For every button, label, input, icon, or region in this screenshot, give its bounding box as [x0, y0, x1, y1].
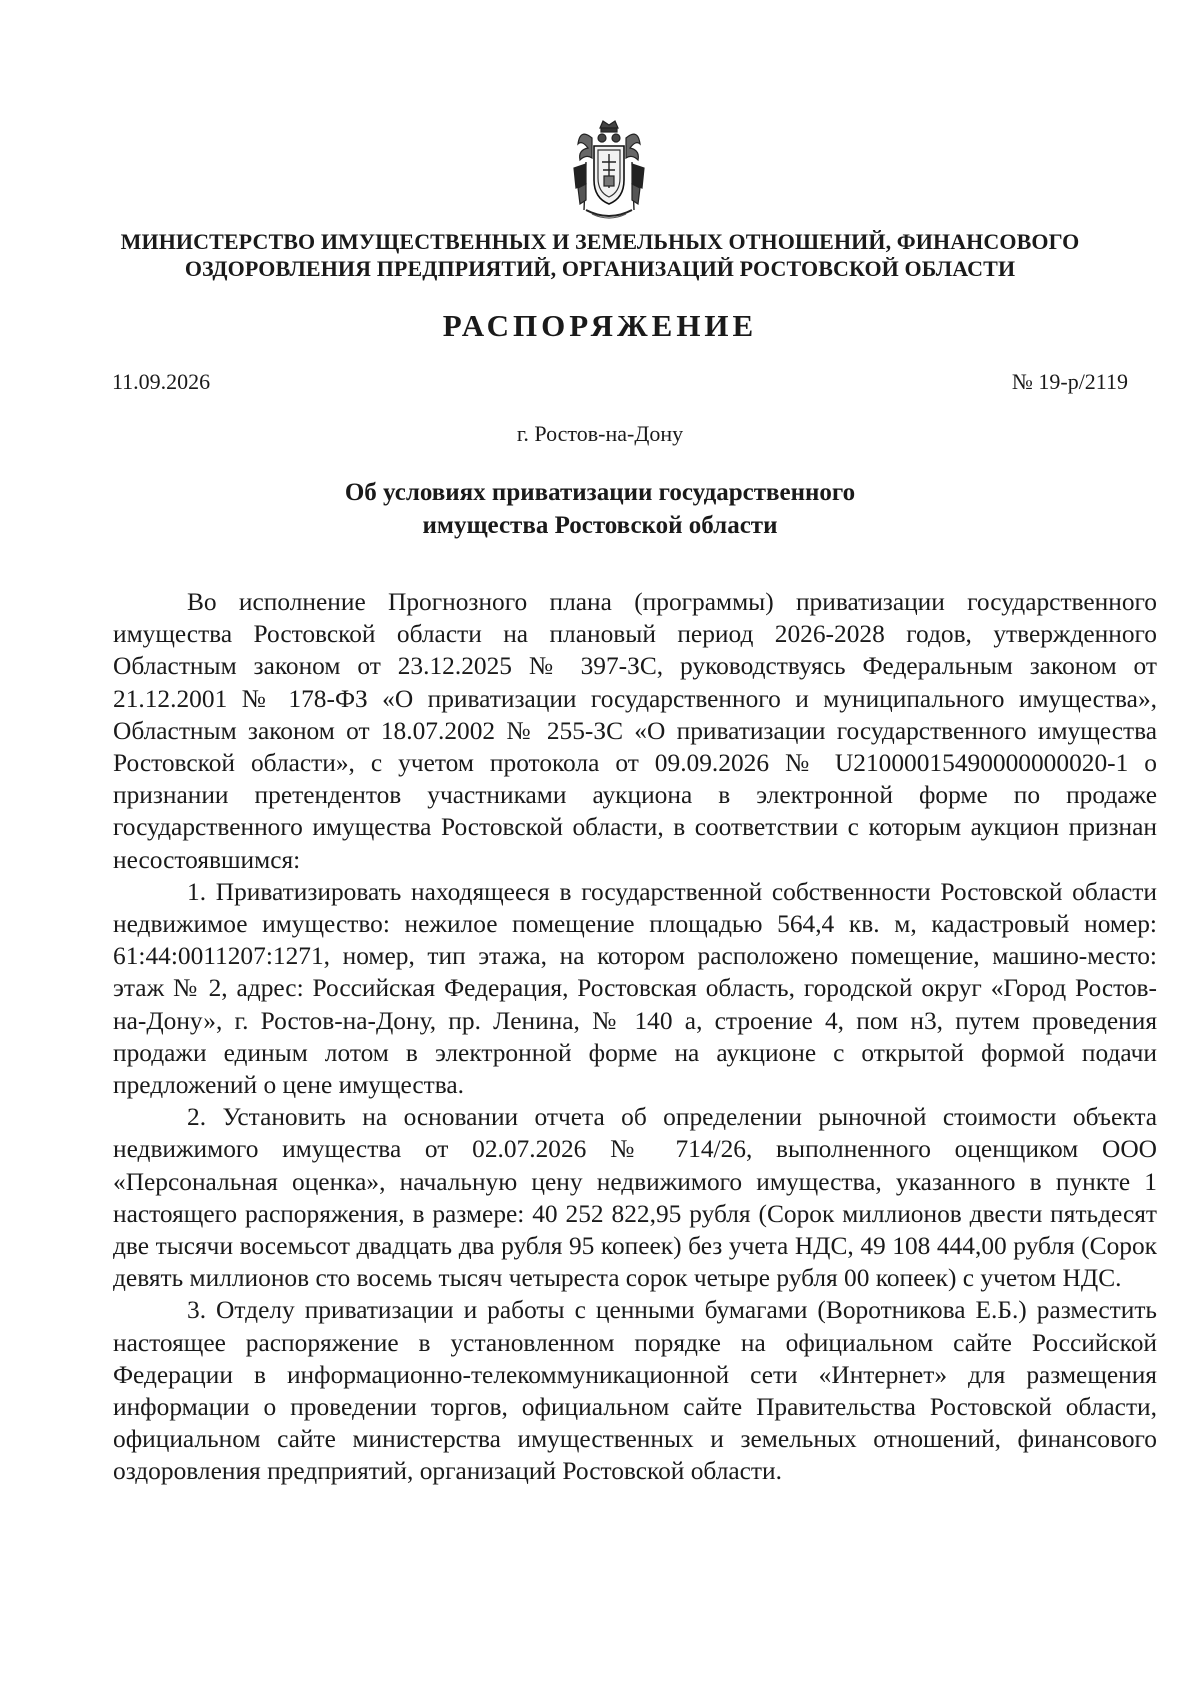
document-number: № 19-р/2119 [1011, 369, 1128, 394]
coat-of-arms-icon [572, 118, 646, 224]
ministry-name [100, 228, 1100, 282]
item-3-paragraph: 3. Отделу приватизации и работы с ценными бумагами (Воротникова Е.Б.) разместить настоящее распоряжение в установленном порядке на официальном сайте Российской Федерации в информационно-телекоммуникационной сети «Интернет» для размещения информации о проведении торгов, официальном сайте Правительства Ростовской области, официальном сайте министерства имущественных и земельных отношений, финансового оздоровления предприятий, организаций Ростовской области. [113, 1296, 1157, 1486]
document-title-line2: имущества Ростовской области [422, 512, 778, 539]
document-date: 11.09.2026 [112, 369, 211, 394]
item-2-paragraph: 2. Установить на основании отчета об определении рыночной стоимости объекта недвижимого имущества от 02.07.2026 № 714/26, выполненного оценщиком ООО «Персональная оценка», начальную цену недвижимого имущества, указанного в пункте 1 настоящего распоряжения, в размере: 40 252 822,95 рубля (Сорок миллионов двести пятьдесят две тысячи восемьсот двадцать два рубля 95 копеек) без учета НДС, 49 108 444,00 рубля (Сорок девять миллионов сто восемь тысяч четыреста сорок четыре рубля 00 копеек) с учетом НДС. [113, 1103, 1157, 1293]
ministry-name-line1: МИНИСТЕРСТВО ИМУЩЕСТВЕННЫХ И ЗЕМЕЛЬНЫХ ОТНОШЕНИЙ, ФИНАНСОВОГО [120, 229, 1080, 254]
document-body [113, 586, 1157, 1488]
document-type: РАСПОРЯЖЕНИЕ [442, 308, 758, 343]
document-title [200, 476, 1000, 542]
item-1-paragraph: 1. Приватизировать находящееся в государственной собственности Ростовской области недвижимое имущество: нежилое помещение площадью 564,4 кв. м, кадастровый номер: 61:44:0011207:1271, номер, тип этажа, на котором расположено помещение, машино-место: этаж № 2, адрес: Российская Федерация, Ростовская область, городской округ «Город Ростов-на-Дону», г. Ростов-на-Дону, пр. Ленина, № 140 а, строение 4, пом н3, путем проведения продажи единым лотом в электронной форме на аукционе с открытой формой подачи предложений о цене имущества. [113, 877, 1157, 1100]
city-name: г. Ростов-на-Дону [516, 421, 684, 446]
ministry-name-line2: ОЗДОРОВЛЕНИЯ ПРЕДПРИЯТИЙ, ОРГАНИЗАЦИЙ РОСТОВСКОЙ ОБЛАСТИ [184, 256, 1016, 281]
preamble-paragraph: Во исполнение Прогнозного плана (программы) приватизации государственного имущества Ростовской области на плановый период 2026-2028 годов, утвержденного Областным законом от 23.12.2025 № 397-ЗС, руководствуясь Федеральным законом от 21.12.2001 № 178-ФЗ «О приватизации государственного и муниципального имущества», Областным законом от 18.07.2002 № 255-ЗС «О приватизации государственного имущества Ростовской области», с учетом протокола от 09.09.2026 № U21000015490000000020-1 о признании претендентов участниками аукциона в электронной форме по продаже государственного имущества Ростовской области, в соответствии с которым аукцион признан несостоявшимся: [113, 588, 1157, 874]
document-title-line1: Об условиях приватизации государственного [344, 479, 856, 506]
